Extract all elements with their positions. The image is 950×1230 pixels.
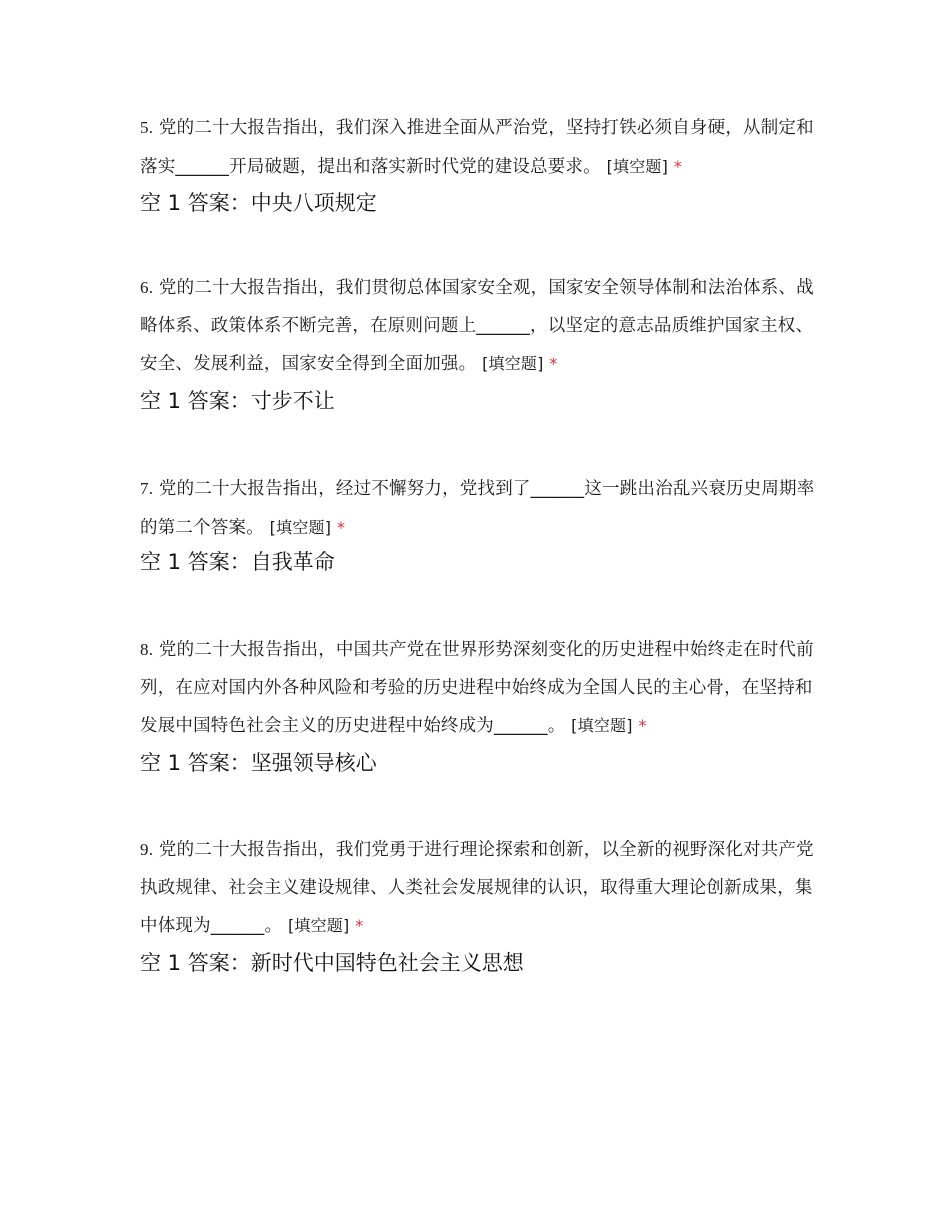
required-star-icon: * [336, 517, 346, 537]
required-star-icon: * [355, 916, 364, 935]
answer-prefix: 空 1 答案： [140, 950, 251, 975]
answer-value: 新时代中国特色社会主义思想 [250, 950, 524, 975]
answer-line [140, 188, 815, 218]
answer-value: 寸步不让 [250, 388, 335, 413]
question-6 [140, 269, 815, 416]
question-8 [140, 631, 815, 778]
question-body: 党的二十大报告指出，经过不懈努力，党找到了______这一跳出治乱兴衰历史周期率的第二个答案。 [140, 479, 815, 538]
question-9 [140, 831, 815, 978]
question-body: 党的二十大报告指出，中国共产党在世界形势深刻变化的历史进程中始终走在时代前列，在应对国内外各种风险和考验的历史进程中始终成为全国人民的主心骨，在坚持和发展中国特色社会主义的历史进程中始终成为______。 [140, 640, 814, 736]
question-5 [140, 109, 815, 218]
answer-line [140, 547, 815, 577]
answer-value: 中央八项规定 [250, 191, 377, 215]
answer-value: 坚强领导核心 [250, 750, 377, 775]
question-number: 6. [140, 278, 154, 297]
question-body: 党的二十大报告指出，我们党勇于进行理论探索和创新，以全新的视野深化对共产党执政规律、社会主义建设规律、人类社会发展规律的认识，取得重大理论创新成果，集中体现为______。 [140, 840, 814, 936]
question-body: 党的二十大报告指出，我们深入推进全面从严治党，坚持打铁必须自身硬，从制定和落实______开局破题，提出和落实新时代党的建设总要求。 [140, 118, 814, 177]
required-star-icon: * [549, 354, 558, 373]
question-type-label: [填空题] [571, 716, 633, 735]
required-star-icon: * [638, 716, 647, 735]
answer-prefix: 空 1 答案： [140, 750, 251, 775]
question-number: 5. [140, 118, 154, 137]
answer-line [140, 386, 815, 416]
question-text [140, 269, 815, 384]
question-text [140, 470, 815, 547]
answer-prefix: 空 1 答案： [140, 388, 251, 413]
question-number: 8. [140, 640, 154, 659]
answer-prefix: 空 1 答案： [140, 550, 251, 574]
question-number: 7. [140, 479, 154, 498]
required-star-icon: * [673, 156, 683, 176]
question-text [140, 631, 815, 746]
question-type-label: [填空题] [606, 156, 669, 176]
question-type-label: [填空题] [482, 354, 544, 373]
answer-value: 自我革命 [250, 550, 335, 574]
answer-line [140, 748, 815, 778]
answer-line [140, 948, 815, 978]
question-7 [140, 470, 815, 577]
question-text [140, 831, 815, 946]
question-type-label: [填空题] [287, 916, 350, 935]
question-number: 9. [140, 840, 154, 859]
question-text [140, 109, 815, 186]
question-body: 党的二十大报告指出，我们贯彻总体国家安全观，国家安全领导体制和法治体系、战略体系、政策体系不断完善，在原则问题上______，以坚定的意志品质维护国家主权、安全、发展利益，国家安全得到全面加强。 [140, 278, 814, 374]
answer-prefix: 空 1 答案： [140, 191, 251, 215]
question-type-label: [填空题] [269, 517, 332, 537]
